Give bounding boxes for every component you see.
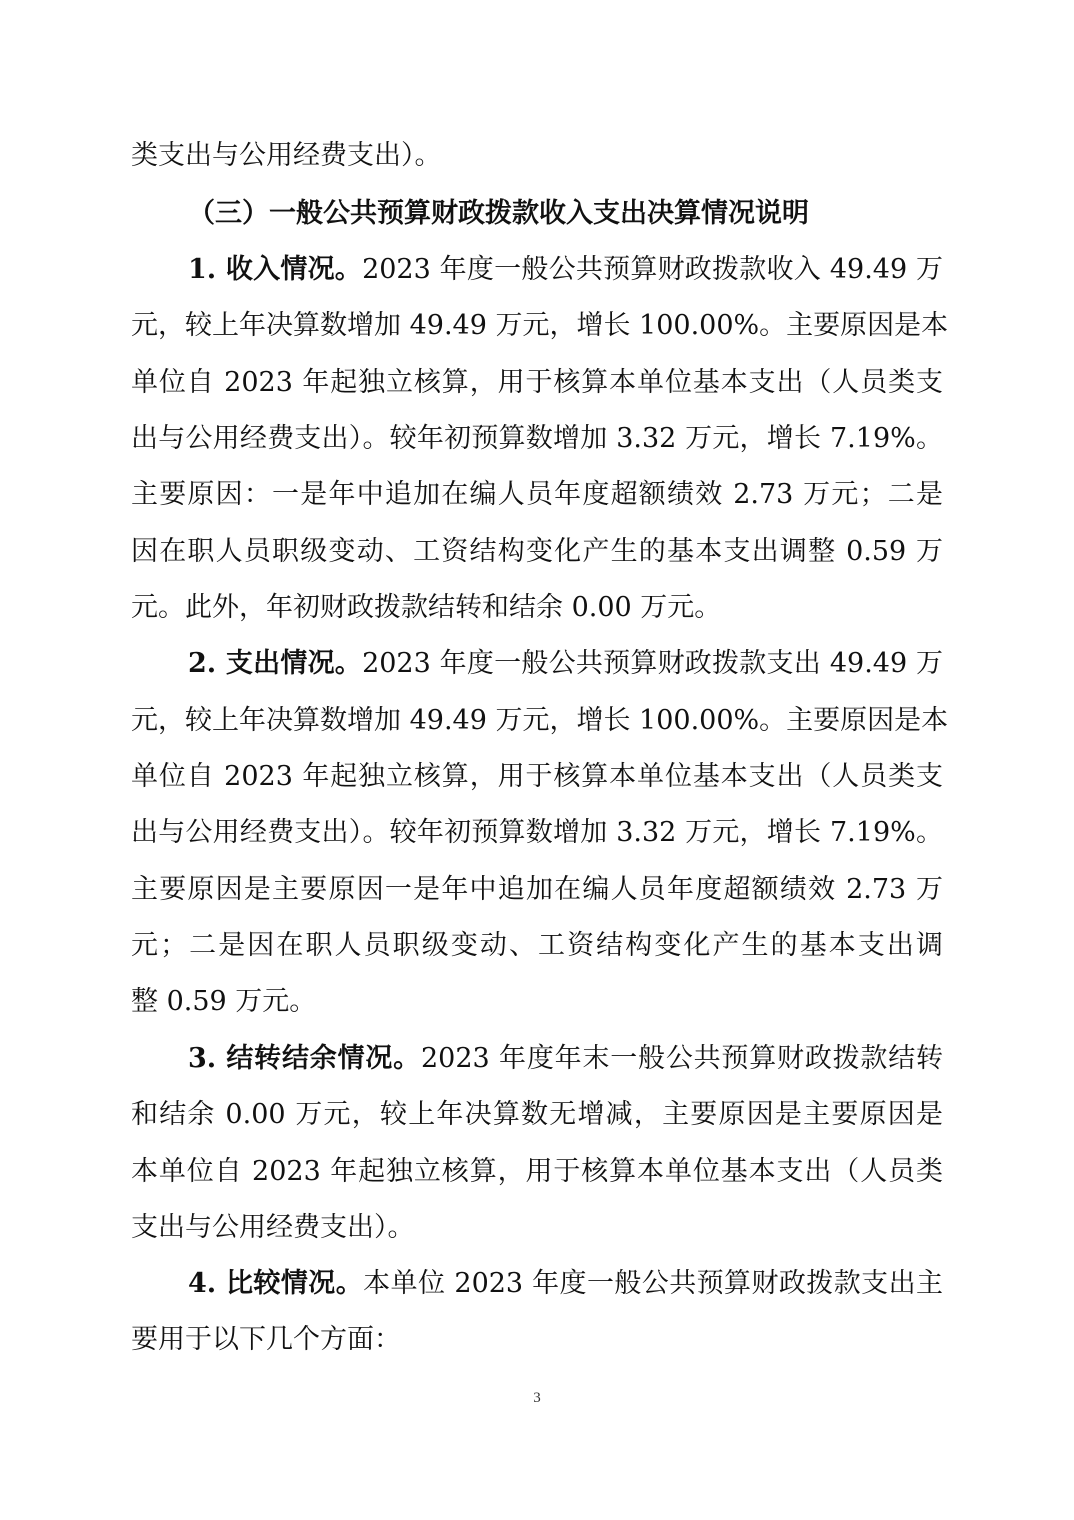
paragraph-line: 整 0.59 万元。 bbox=[131, 986, 317, 1017]
paragraph-line bbox=[188, 644, 943, 684]
paragraph-line: 类支出与公用经费支出）。 bbox=[131, 140, 442, 171]
paragraph-line: 主要原因是主要原因一是年中追加在编人员年度超额绩效 2.73 万 bbox=[131, 874, 943, 905]
paragraph-line: 要用于以下几个方面： bbox=[131, 1324, 401, 1355]
paragraph-line bbox=[188, 1264, 943, 1304]
paragraph-line: 出与公用经费支出）。较年初预算数增加 3.32 万元，增长 7.19%。 bbox=[131, 817, 943, 848]
paragraph-line bbox=[188, 250, 943, 290]
item-text: 2023 年度一般公共预算财政拨款支出 49.49 万 bbox=[362, 648, 943, 679]
item-text: 2023 年度一般公共预算财政拨款收入 49.49 万 bbox=[362, 254, 943, 285]
paragraph-line bbox=[188, 1039, 943, 1079]
item-label: 1. 收入情况。 bbox=[188, 254, 363, 285]
paragraph-line: 和结余 0.00 万元，较上年决算数无增减，主要原因是主要原因是 bbox=[131, 1099, 943, 1130]
item-label: 4. 比较情况。 bbox=[188, 1268, 364, 1299]
paragraph-line: 因在职人员职级变动、工资结构变化产生的基本支出调整 0.59 万 bbox=[131, 536, 943, 567]
paragraph-line: 元，较上年决算数增加 49.49 万元，增长 100.00%。主要原因是本 bbox=[131, 705, 949, 736]
paragraph-line: 元，较上年决算数增加 49.49 万元，增长 100.00%。主要原因是本 bbox=[131, 310, 949, 341]
item-label: 2. 支出情况。 bbox=[188, 648, 363, 679]
paragraph-line: 元。此外，年初财政拨款结转和结余 0.00 万元。 bbox=[131, 592, 722, 623]
paragraph-line: 主要原因：一是年中追加在编人员年度超额绩效 2.73 万元；二是 bbox=[131, 479, 943, 510]
paragraph-line: 本单位自 2023 年起独立核算，用于核算本单位基本支出（人员类 bbox=[131, 1156, 943, 1187]
paragraph-line: 单位自 2023 年起独立核算，用于核算本单位基本支出（人员类支 bbox=[131, 367, 943, 398]
paragraph-line: 出与公用经费支出）。较年初预算数增加 3.32 万元，增长 7.19%。 bbox=[131, 423, 943, 454]
item-label: 3. 结转结余情况。 bbox=[188, 1043, 421, 1074]
page-number: 3 bbox=[533, 1390, 541, 1406]
paragraph-line: 单位自 2023 年起独立核算，用于核算本单位基本支出（人员类支 bbox=[131, 761, 943, 792]
section-heading: （三）一般公共预算财政拨款收入支出决算情况说明 bbox=[188, 198, 809, 229]
item-text: 本单位 2023 年度一般公共预算财政拨款支出主 bbox=[363, 1268, 943, 1299]
paragraph-line: 支出与公用经费支出）。 bbox=[131, 1212, 415, 1243]
item-text: 2023 年度年末一般公共预算财政拨款结转 bbox=[420, 1043, 944, 1074]
paragraph-line: 元；二是因在职人员职级变动、工资结构变化产生的基本支出调 bbox=[131, 930, 943, 961]
